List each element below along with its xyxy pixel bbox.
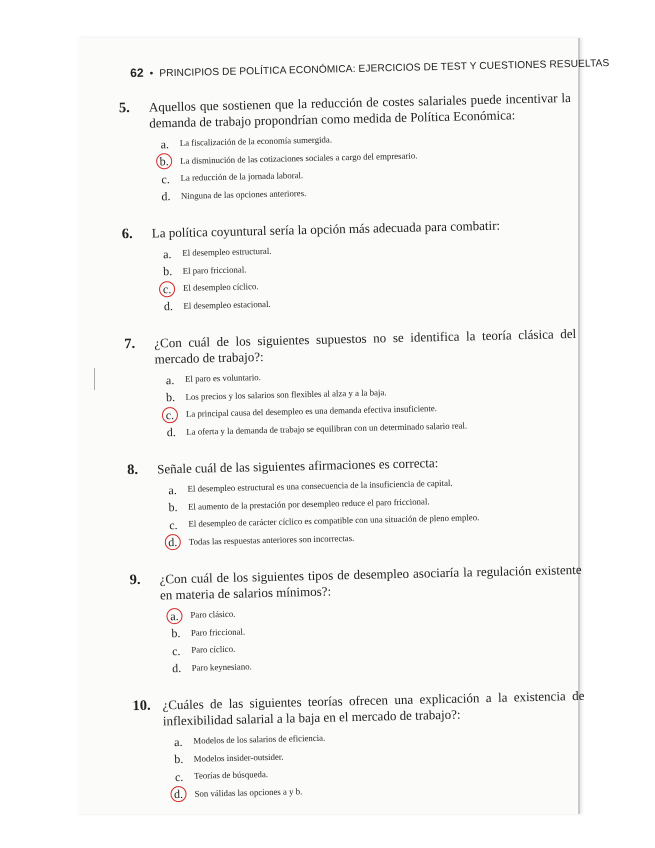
answer-text: El paro friccional. — [182, 263, 247, 276]
answer-text: La reducción de la jornada laboral. — [180, 170, 304, 183]
answer-letter: a. — [174, 734, 183, 749]
answer-letter: c. — [161, 171, 170, 187]
question-number: 5. — [118, 100, 131, 117]
answer-text: Paro keynesiano. — [191, 660, 252, 673]
circled-answer-letter: a. — [166, 608, 182, 624]
question-text: Señale cuál de las siguientes afirmaciones es correcta: — [156, 455, 439, 477]
question-0 — [118, 90, 573, 206]
question-text: ¿Cuáles de las siguientes teorías ofrecen una explicación a la existencia de inflexibilidad salarial a la baja en el mercado de trabajo?: — [162, 687, 585, 729]
answer-text: Teorías de búsqueda. — [194, 769, 269, 781]
answer-text: La principal causa del desempleo es una demanda efectiva insuficiente. — [185, 403, 438, 419]
answer-letter: b. — [171, 626, 181, 641]
page-edge-mark — [94, 368, 95, 390]
answer-letter: d. — [166, 425, 176, 440]
question-5 — [132, 687, 586, 804]
answer-text: Paro friccional. — [190, 626, 246, 638]
answer-letter: b. — [165, 390, 176, 405]
answer-letter: a. — [168, 482, 177, 497]
answer-letter: d. — [172, 661, 182, 676]
question-text: La política coyuntural sería la opción más adecuada para combatir: — [151, 217, 501, 241]
question-number: 6. — [121, 225, 133, 243]
answer-text: La fiscalización de la economía sumergida. — [179, 134, 333, 148]
answer-text: Paro cíclico. — [191, 643, 236, 655]
circled-answer-letter: b. — [156, 153, 172, 169]
question-1 — [121, 216, 576, 316]
answer-letter: c. — [169, 517, 178, 532]
answer-options — [139, 472, 580, 552]
answer-letter: d. — [161, 189, 171, 204]
circled-answer-letter: c. — [159, 281, 175, 297]
answer-text: La disminución de las cotizaciones sociales a cargo del empresario. — [180, 150, 418, 166]
circled-answer-letter: d. — [170, 786, 186, 802]
answer-text: Modelos insider-outsider. — [193, 751, 284, 764]
question-list — [118, 90, 587, 804]
answer-text: Modelos de los salarios de eficiencia. — [193, 732, 326, 746]
answer-options — [142, 598, 583, 678]
answer-text: El desempleo estructural. — [182, 245, 272, 258]
answer-text: El paro es voluntario. — [184, 372, 261, 384]
question-number: 8. — [126, 461, 139, 479]
answer-text: Ninguna de las opciones anteriores. — [180, 187, 307, 201]
answer-text: El desempleo cíclico. — [182, 281, 259, 293]
question-number: 9. — [129, 571, 141, 589]
answer-letter: a. — [165, 372, 175, 388]
question-text: ¿Con cuál de los siguientes tipos de desempleo asociaría la regulación existente en materia de salarios mínimos?: — [159, 561, 582, 603]
answer-text: El desempleo estacional. — [183, 298, 271, 311]
question-text: Aquellos que sostienen que la reducción de costes salariales puede incentivar la demanda de trabajo propondrían como medida de Política Económica: — [148, 90, 571, 131]
answer-letter: b. — [163, 264, 173, 279]
page-number: 62 — [130, 65, 144, 80]
answer-options — [137, 362, 578, 442]
answer-letter: a. — [160, 136, 170, 152]
answer-text: El desempleo de carácter cíclico es compatible con una situación de pleno empleo. — [188, 512, 480, 529]
circled-answer-letter: c. — [162, 407, 178, 423]
answer-text: El desempleo estructural es una consecuencia de la insuficiencia de capital. — [187, 477, 453, 494]
header-bullet: • — [149, 68, 154, 80]
answer-letter: c. — [171, 643, 181, 658]
answer-letter: d. — [163, 299, 174, 314]
header-title: PRINCIPIOS DE POLÍTICA ECONÓMICA: EJERCICIOS DE TEST Y CUESTIONES RESUELTAS — [159, 58, 610, 80]
answer-text: La oferta y la demanda de trabajo se equilibran con un determinado salario real. — [186, 419, 468, 437]
answer-text: Los precios y los salarios son flexibles al alza y a la baja. — [185, 386, 387, 402]
answer-options — [132, 126, 573, 206]
answer-text: El aumento de la prestación por desempleo reduce el paro friccional. — [187, 495, 430, 512]
answer-letter: c. — [174, 769, 184, 784]
running-header — [130, 56, 610, 80]
answer-letter: b. — [168, 500, 178, 515]
answer-letter: b. — [174, 752, 184, 767]
question-3 — [126, 452, 581, 552]
question-2 — [124, 325, 578, 442]
question-number: 10. — [132, 697, 151, 715]
answer-text: Son válidas las opciones a y b. — [194, 785, 303, 799]
book-page — [78, 38, 610, 814]
answer-text: Paro clásico. — [190, 608, 236, 620]
page-content — [118, 56, 610, 824]
question-text: ¿Con cuál de los siguientes supuestos no se identifica la teoría clásica del mercado de trabajo?: — [154, 325, 577, 367]
circled-answer-letter: d. — [165, 534, 181, 550]
question-number: 7. — [124, 335, 136, 353]
answer-options — [145, 724, 586, 804]
answer-letter: a. — [162, 246, 172, 262]
answer-text: Todas las respuestas anteriores son incorrectas. — [188, 532, 355, 547]
question-4 — [129, 561, 583, 678]
answer-options — [134, 236, 575, 316]
